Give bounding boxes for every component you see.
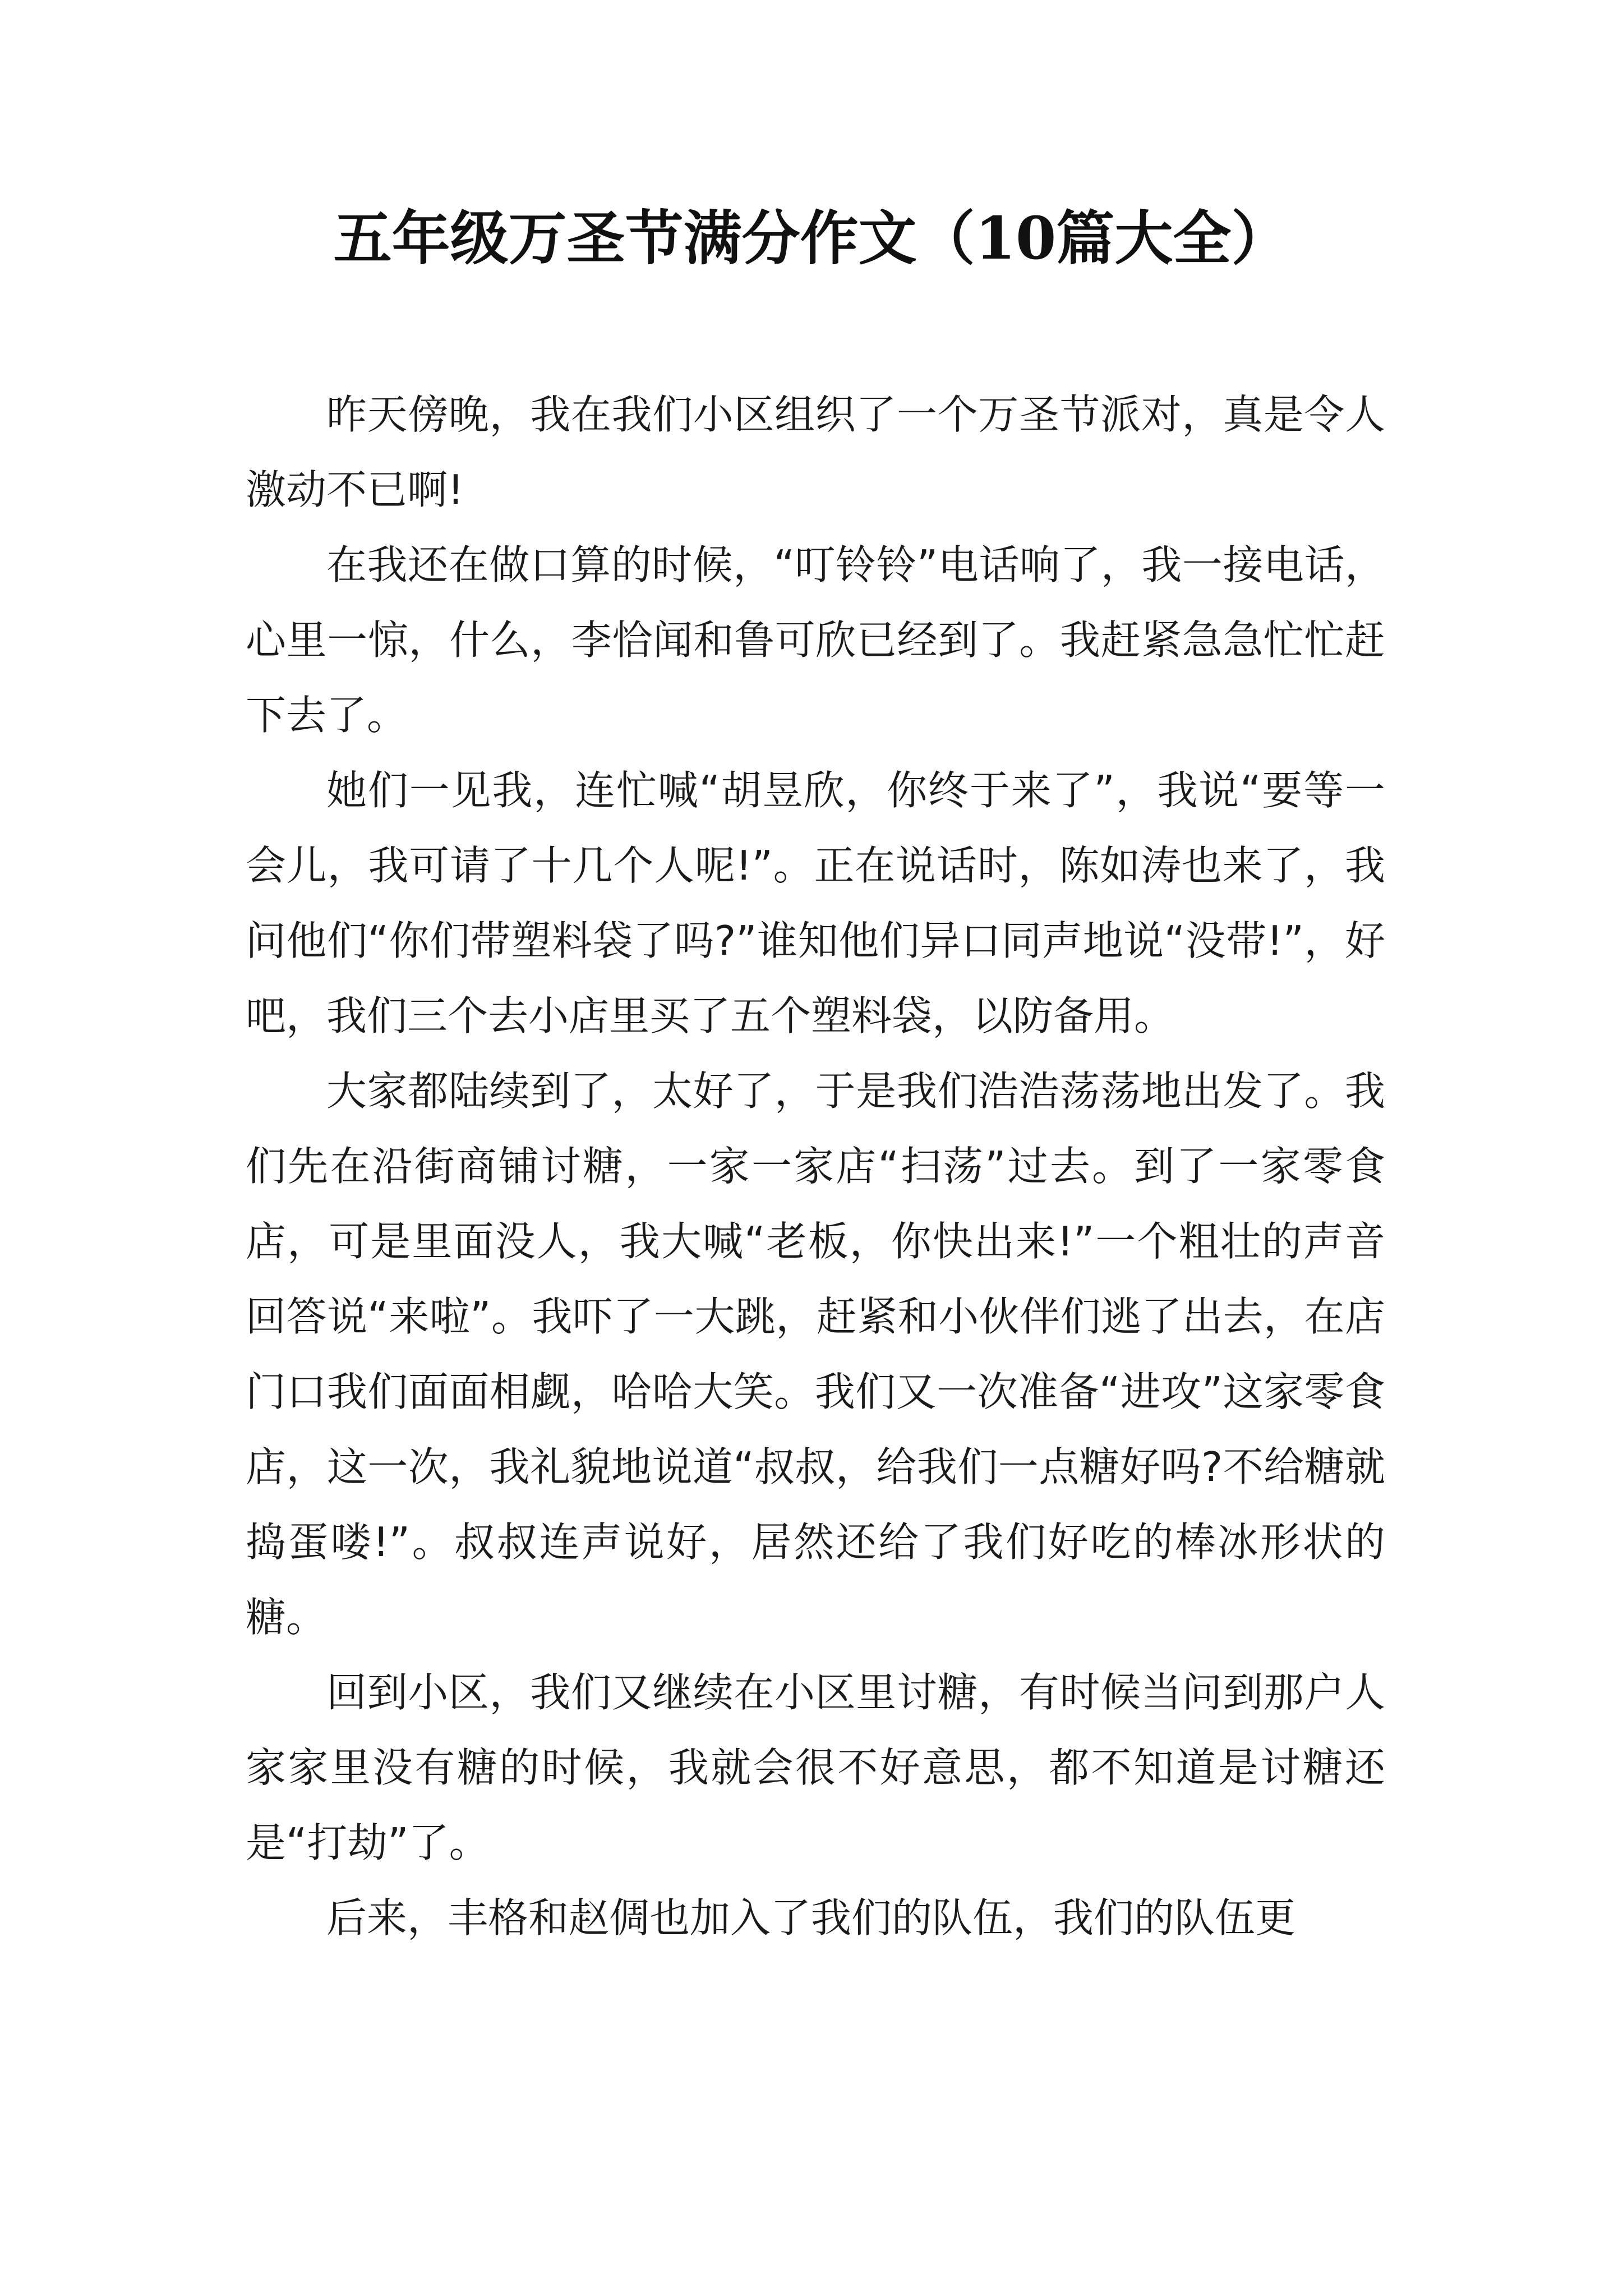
paragraph: 后来，丰格和赵倜也加入了我们的队伍，我们的队伍更 [326, 1894, 1296, 1941]
paragraph: 她们一见我，连忙喊“胡昱欣，你终于来了”，我说“要等一会儿，我可请了十几个人呢!”。正在说话时，陈如涛也来了，我问他们“你们带塑料袋了吗?”谁知他们异口同声地说“没带!”，好吧，我们三个去小店里买了五个塑料袋，以防备用。 [246, 767, 1385, 1039]
document-body [246, 377, 1385, 1955]
paragraph: 昨天傍晚，我在我们小区组织了一个万圣节派对，真是令人激动不已啊! [246, 391, 1385, 513]
paragraph: 大家都陆续到了，太好了，于是我们浩浩荡荡地出发了。我们先在沿街商铺讨糖，一家一家店“扫荡”过去。到了一家零食店，可是里面没人，我大喊“老板，你快出来!”一个粗壮的声音回答说“来啦”。我吓了一大跳，赶紧和小伙伴们逃了出去，在店门口我们面面相觑，哈哈大笑。我们又一次准备“进攻”这家零食店，这一次，我礼貌地说道“叔叔，给我们一点糖好吗?不给糖就捣蛋喽!”。叔叔连声说好，居然还给了我们好吃的棒冰形状的糖。 [246, 1068, 1385, 1641]
paragraph: 回到小区，我们又继续在小区里讨糖，有时候当问到那户人家家里没有糖的时候，我就会很不好意思，都不知道是讨糖还是“打劫”了。 [246, 1669, 1385, 1866]
document-title: 五年级万圣节满分作文（10篇大全） [333, 204, 1290, 273]
paragraph: 在我还在做口算的时候，“叮铃铃”电话响了，我一接电话，心里一惊，什么，李恰闻和鲁可欣已经到了。我赶紧急急忙忙赶下去了。 [246, 541, 1385, 739]
